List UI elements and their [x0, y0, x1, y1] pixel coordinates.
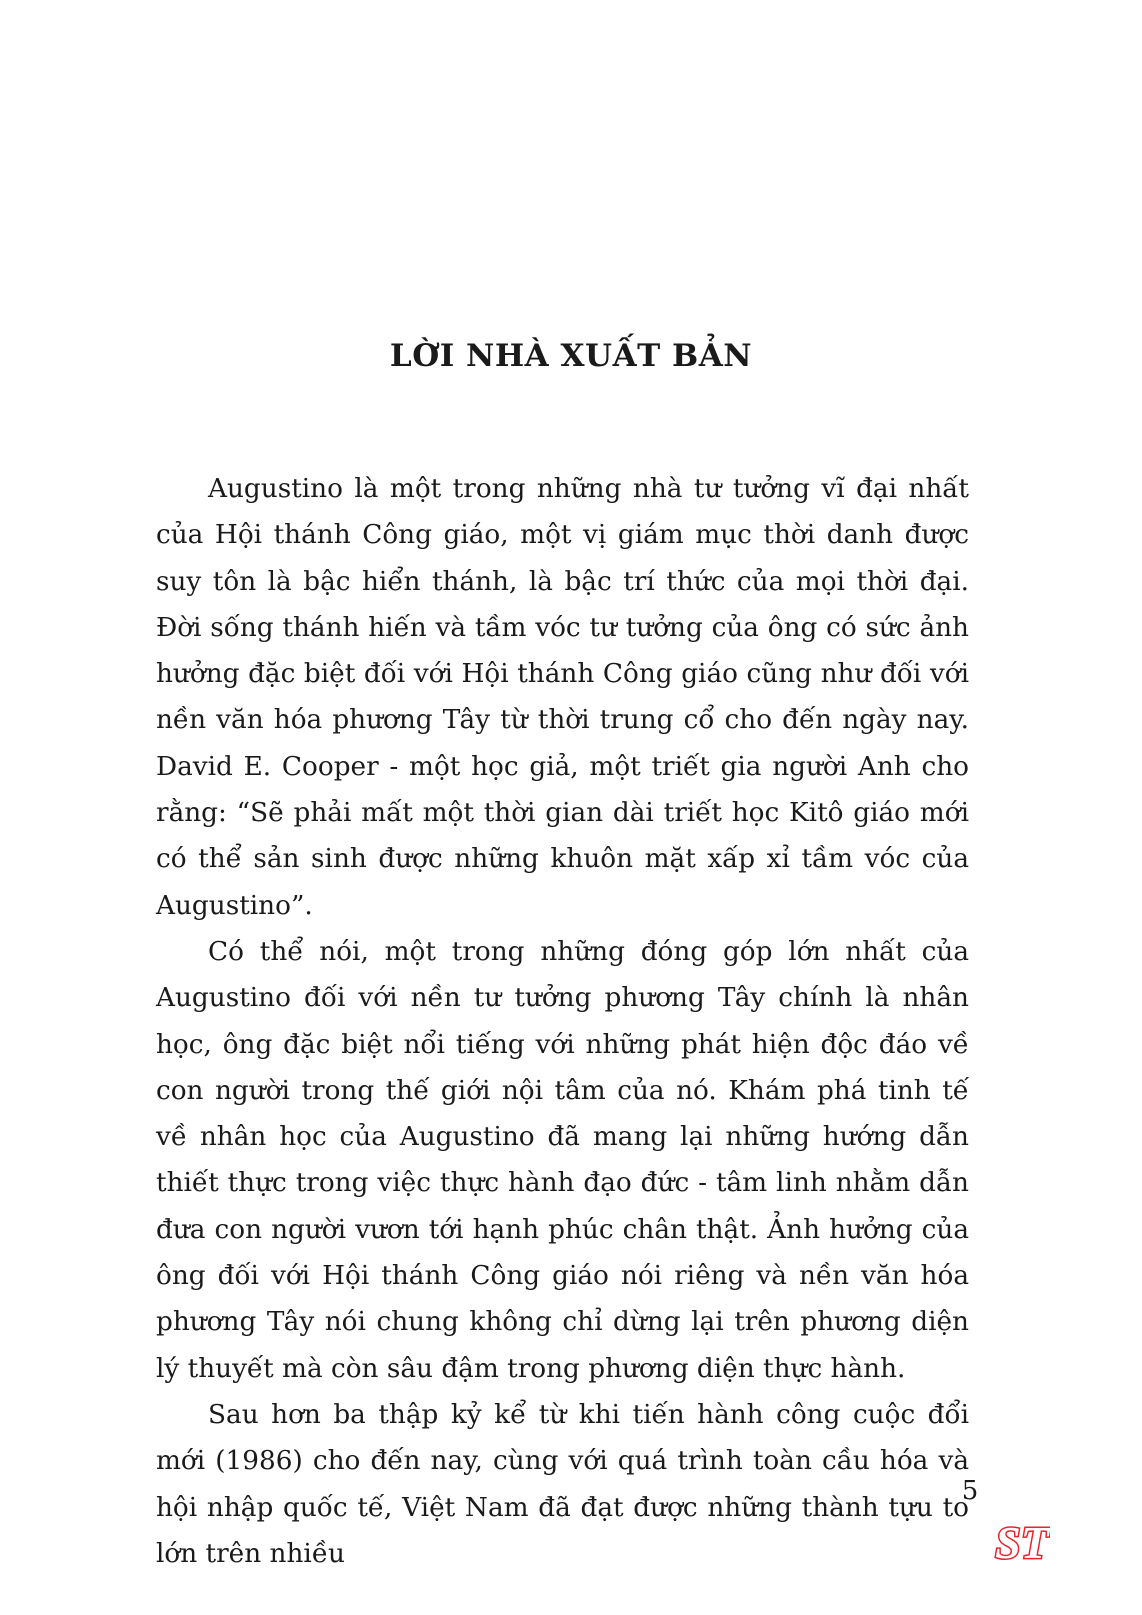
page-title: LỜI NHÀ XUẤT BẢN — [389, 338, 753, 374]
paragraph-1: Augustino là một trong những nhà tư tưởng vĩ đại nhất của Hội thánh Công giáo, một vị giám mục thời danh được suy tôn là bậc hiển thánh, là bậc trí thức của mọi thời đại. Đời sống thánh hiến và tầm vóc tư tưởng của ông có sức ảnh hưởng đặc biệt đối với Hội thánh Công giáo cũng như đối với nền văn hóa phương Tây từ thời trung cổ cho đến ngày nay. David E. Cooper - một học giả, một triết gia người Anh cho rằng: “Sẽ phải mất một thời gian dài triết học Kitô giáo mới có thể sản sinh được những khuôn mặt xấp xỉ tầm vóc của Augustino”. — [156, 474, 969, 921]
svg-text:ST: ST — [995, 1517, 1049, 1566]
body-text — [156, 466, 969, 1577]
publisher-logo-icon — [994, 1516, 1050, 1566]
paragraph-2: Có thể nói, một trong những đóng góp lớn nhất của Augustino đối với nền tư tưởng phương Tây chính là nhân học, ông đặc biệt nổi tiếng với những phát hiện độc đáo về con người trong thế giới nội tâm của nó. Khám phá tinh tế về nhân học của Augustino đã mang lại những hướng dẫn thiết thực trong việc thực hành đạo đức - tâm linh nhằm dẫn đưa con người vươn tới hạnh phúc chân thật. Ảnh hưởng của ông đối với Hội thánh Công giáo nói riêng và nền văn hóa phương Tây nói chung không chỉ dừng lại trên phương diện lý thuyết mà còn sâu đậm trong phương diện thực hành. — [156, 936, 969, 1384]
page-number: 5 — [961, 1476, 979, 1506]
paragraph-3: Sau hơn ba thập kỷ kể từ khi tiến hành công cuộc đổi mới (1986) cho đến nay, cùng với quá trình toàn cầu hóa và hội nhập quốc tế, Việt Nam đã đạt được những thành tựu to lớn trên nhiều — [156, 1399, 969, 1569]
